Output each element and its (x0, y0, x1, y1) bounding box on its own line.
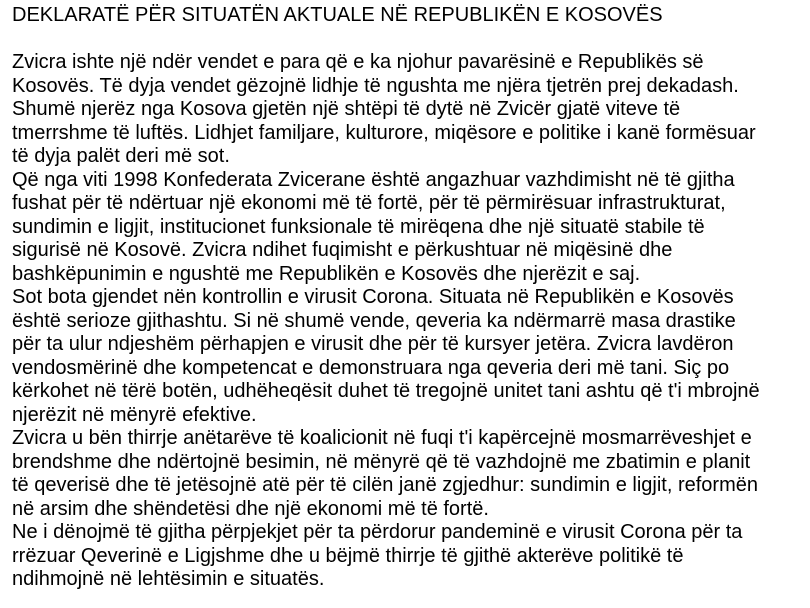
body-line: Ne i dënojmë të gjitha përpjekjet për ta përdorur pandeminë e virusit Corona për ta (12, 521, 743, 543)
body-line: tmerrshme të luftës. Lidhjet familjare, kulturore, miqësore e politike i kanë formësuar (12, 121, 756, 144)
body-line: Kosovës. Të dyja vendet gëzojnë lidhje të ngushta me njëra tjetrën prej dekadash. (12, 74, 739, 97)
body-line: Zvicra u bën thirrje anëtarëve të koalicionit në fuqi t'i kapërcejnë mosmarrëveshjet e (12, 427, 752, 449)
body-line: sigurisë në Kosovë. Zvicra ndihet fuqimisht e përkushtuar në miqësinë dhe (12, 239, 673, 261)
body-line: Sot bota gjendet nën kontrollin e virusit Corona. Situata në Republikën e Kosovës (12, 286, 734, 308)
body-line: brendshme dhe ndërtojnë besimin, në mënyrë që të vazhdojnë me zbatimin e planit (12, 450, 751, 473)
body-line: në arsim dhe shëndetësi dhe një ekonomi më të fortë. (12, 497, 489, 520)
body-line: për ta ulur ndjeshëm përhapjen e virusit dhe për të kursyer jetëra. Zvicra lavdëron (12, 333, 734, 355)
body-line: të qeverisë dhe të jetësojnë atë për të cilën janë zgjedhur: sundimin e ligjit, reformën (12, 474, 758, 496)
body-line: sundimin e ligjit, institucionet funksionale të mirëqena dhe një situatë stabile të (12, 215, 705, 238)
body-line: njerëzit në mënyrë efektive. (12, 403, 257, 426)
body-line: ndihmojnë në lehtësimin e situatës. (12, 568, 325, 590)
body-line: Që nga viti 1998 Konfederata Zvicerane është angazhuar vazhdimisht në të gjitha (12, 168, 735, 191)
body-line: bashkëpunimin e ngushtë me Republikën e Kosovës dhe njerëzit e saj. (12, 262, 641, 285)
document-title: DEKLARATË PËR SITUATËN AKTUALE NË REPUBLIKËN E KOSOVËS (12, 4, 663, 26)
body-line: Zvicra ishte një ndër vendet e para që e ka njohur pavarësinë e Republikës së (12, 51, 704, 73)
body-line: është serioze gjithashtu. Si në shumë vende, qeveria ka ndërmarrë masa drastike (12, 309, 736, 332)
document-body (12, 51, 802, 592)
document (12, 3, 802, 592)
body-line: rrëzuar Qeverinë e Ligjshme dhe u bëjmë thirrje të gjithë akterëve politikë të (12, 544, 684, 567)
body-line: të dyja palët deri më sot. (12, 145, 230, 167)
body-line: fushat për të ndërtuar një ekonomi më të fortë, për të përmirësuar infrastrukturat, (12, 192, 726, 214)
body-line: Shumë njerëz nga Kosova gjetën një shtëpi të dytë në Zvicër gjatë viteve të (12, 98, 681, 120)
title-spacer (12, 27, 802, 51)
body-line: vendosmërinë dhe kompetencat e demonstruara nga qeveria deri më tani. Siç po (12, 356, 730, 379)
body-line: kërkohet në tërë botën, udhëheqësit duhet të tregojnë unitet tani ashtu që t'i mbrojnë (12, 380, 760, 402)
